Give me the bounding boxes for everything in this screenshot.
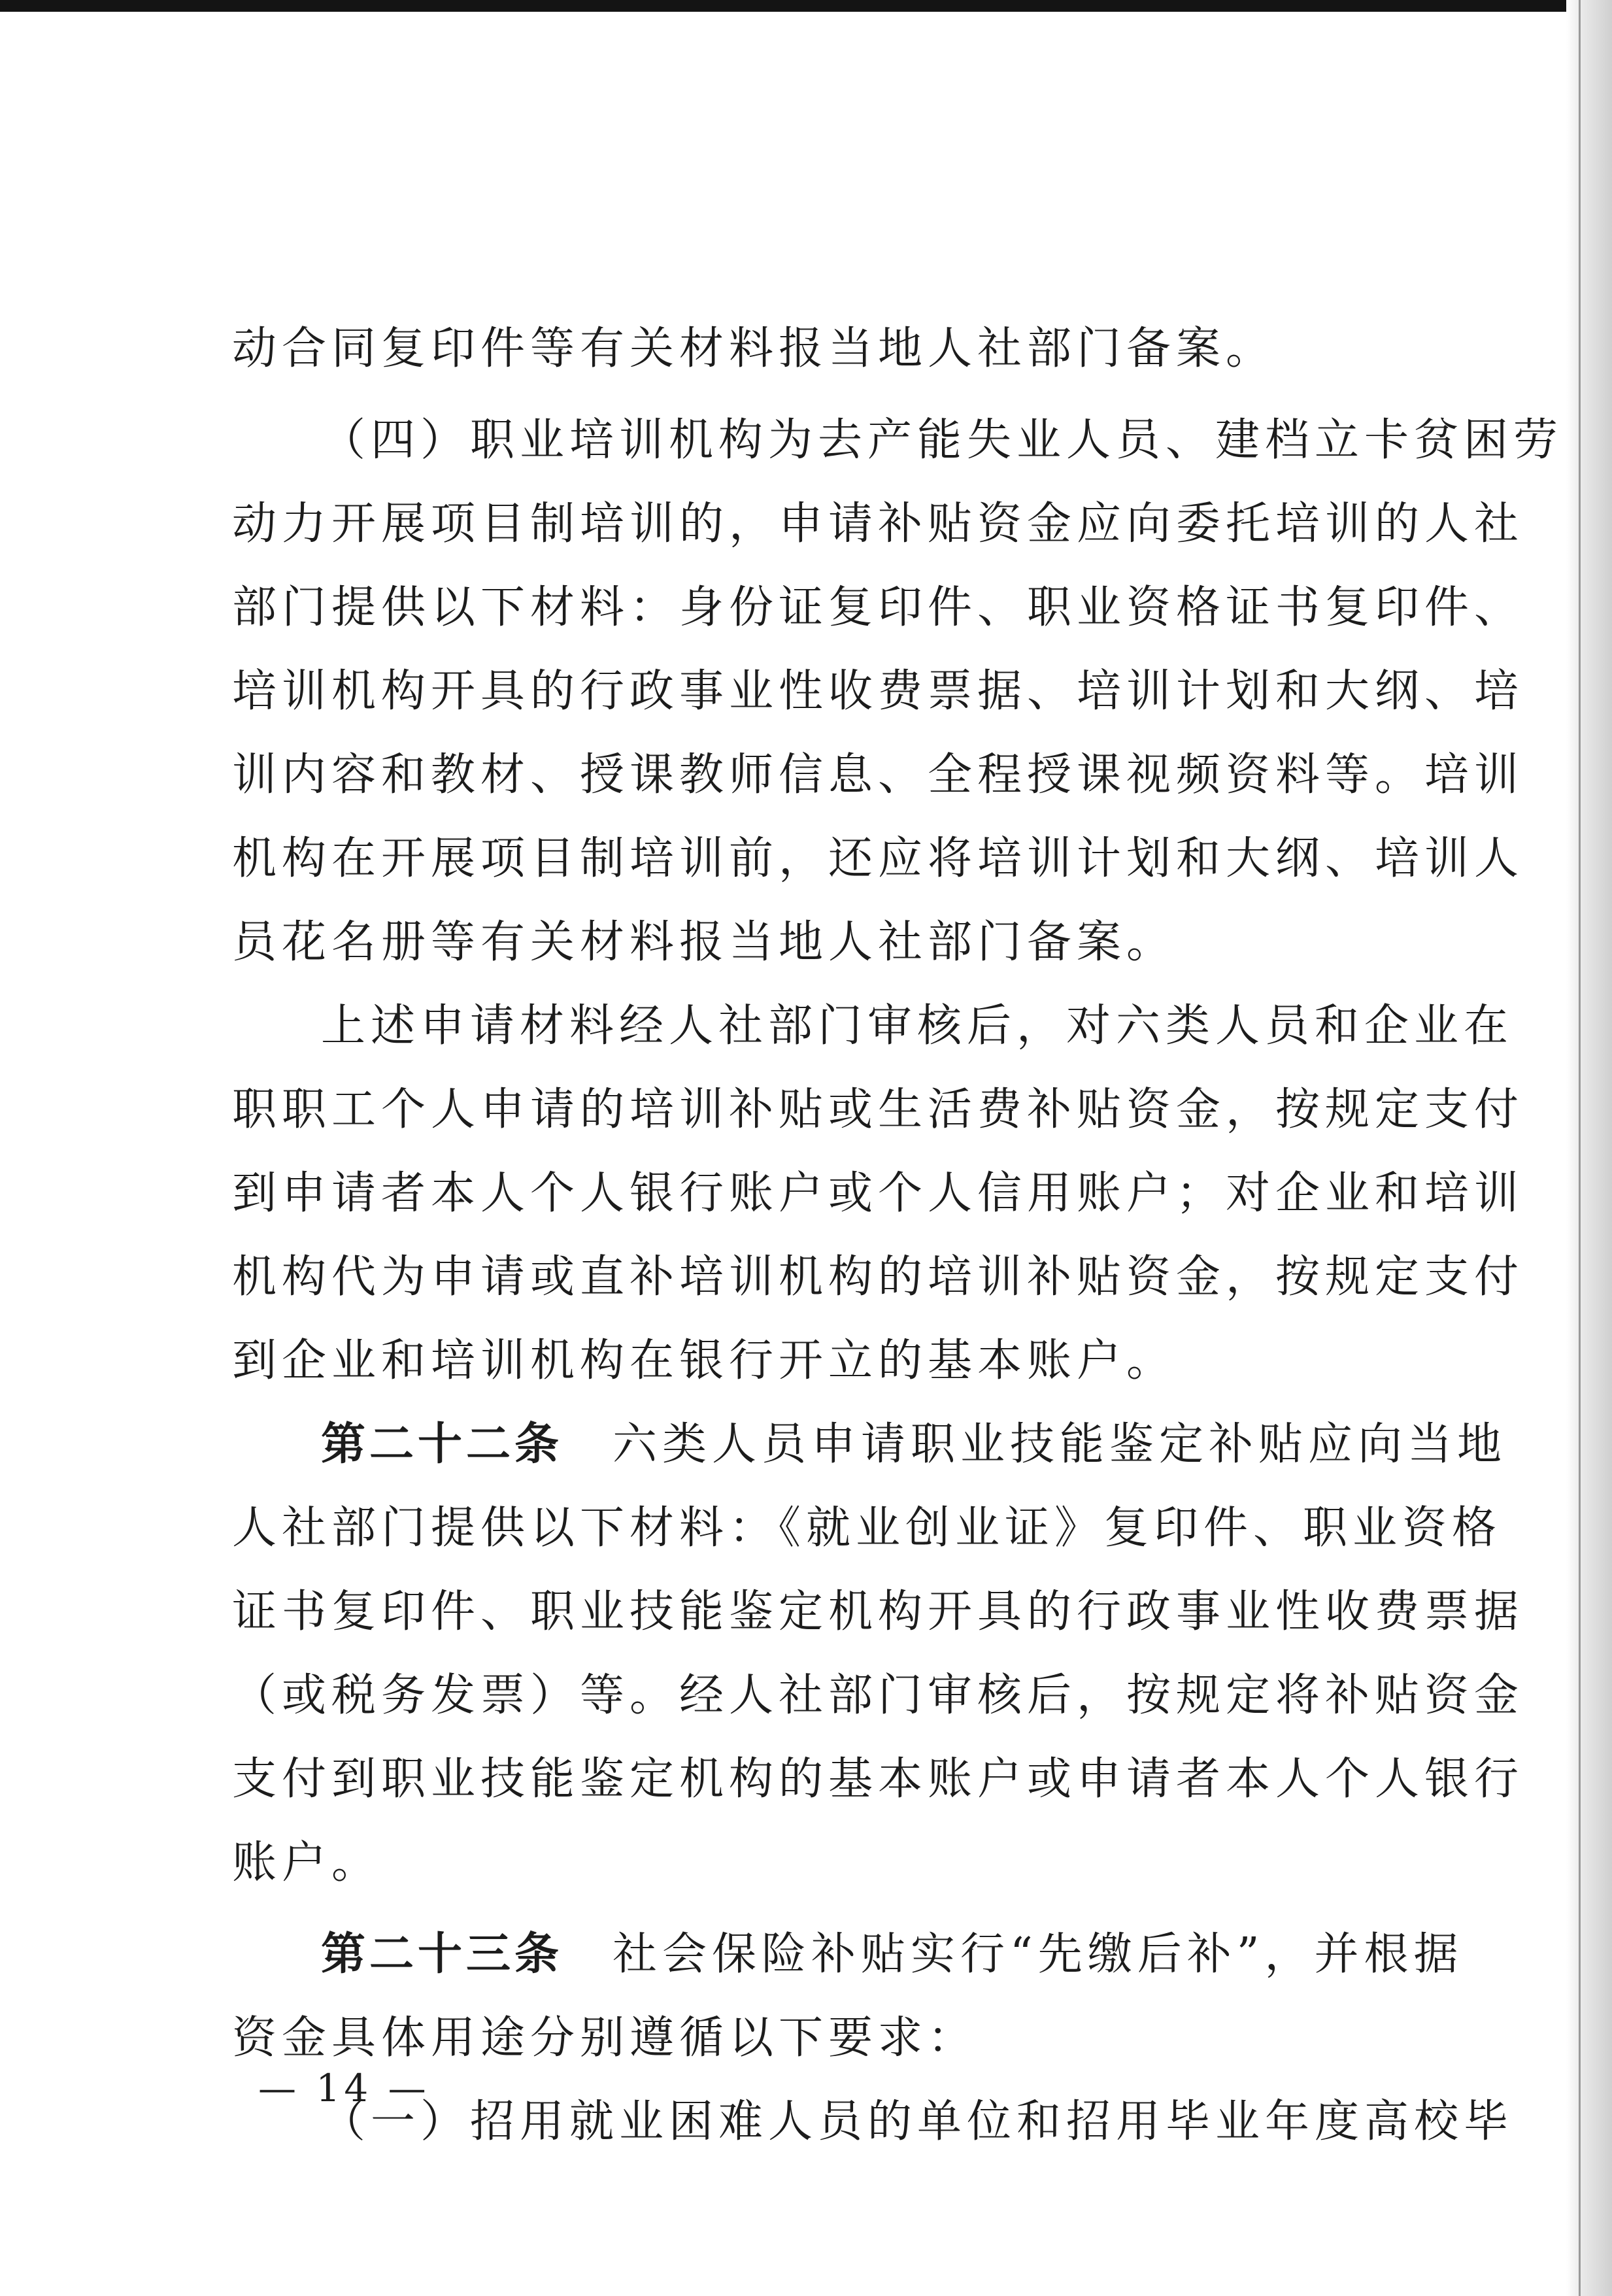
text-line: 动合同复印件等有关材料报当地人社部门备案。 xyxy=(232,323,1276,375)
text-line: 训内容和教材、授课教师信息、全程授课视频资料等。培训 xyxy=(232,749,1524,801)
text-line: 培训机构开具的行政事业性收费票据、培训计划和大纲、培 xyxy=(232,666,1524,717)
text-line: 到申请者本人个人银行账户或个人信用账户；对企业和培训 xyxy=(232,1168,1524,1219)
text-line: （四）职业培训机构为去产能失业人员、建档立卡贫困劳 xyxy=(321,414,1564,466)
text-line: 机构在开展项目制培训前，还应将培训计划和大纲、培训人 xyxy=(232,833,1524,885)
text-line: 机构代为申请或直补培训机构的培训补贴资金，按规定支付 xyxy=(232,1251,1524,1303)
text-line: 支付到职业技能鉴定机构的基本账户或申请者本人个人银行 xyxy=(232,1753,1524,1805)
scan-right-edge xyxy=(1566,0,1612,2296)
article-text: 社会保险补贴实行“先缴后补”，并根据 xyxy=(613,1929,1464,1980)
text-line: 到企业和培训机构在银行开立的基本账户。 xyxy=(232,1335,1177,1387)
article-22 xyxy=(232,1403,1524,1905)
paragraph-item-four xyxy=(232,399,1564,985)
text-line: 职职工个人申请的培训补贴或生活费补贴资金，按规定支付 xyxy=(232,1084,1524,1136)
text-line: （一）招用就业困难人员的单位和招用毕业年度高校毕 xyxy=(321,2096,1514,2148)
paragraph-review-payment xyxy=(232,985,1524,1403)
text-line: 资金具体用途分别遵循以下要求： xyxy=(232,2012,978,2064)
scan-top-edge xyxy=(0,0,1612,12)
text-line: 上述申请材料经人社部门审核后，对六类人员和企业在 xyxy=(321,1000,1514,1052)
text-line: 员花名册等有关材料报当地人社部门备案。 xyxy=(232,917,1177,968)
text-line: 人社部门提供以下材料：《就业创业证》复印件、职业资格 xyxy=(232,1502,1502,1554)
text-line: 证书复印件、职业技能鉴定机构开具的行政事业性收费票据 xyxy=(232,1586,1524,1638)
article-heading: 第二十三条 xyxy=(321,1929,563,1980)
page-number: — 14 — xyxy=(258,2066,430,2110)
paragraph-continuation xyxy=(232,307,1409,391)
text-line: 部门提供以下材料：身份证复印件、职业资格证书复印件、 xyxy=(232,582,1524,633)
document-body xyxy=(232,307,1564,2164)
text-line xyxy=(232,1913,1464,1997)
text-line: 动力开展项目制培训的，申请补贴资金应向委托培训的人社 xyxy=(232,498,1524,550)
article-heading: 第二十二条 xyxy=(321,1419,563,1470)
text-line: 账户。 xyxy=(232,1837,382,1889)
article-text: 六类人员申请职业技能鉴定补贴应向当地 xyxy=(613,1419,1507,1470)
scan-binding-line xyxy=(1579,0,1581,2296)
article-23 xyxy=(232,1913,1464,2080)
text-line: （或税务发票）等。经人社部门审核后，按规定将补贴资金 xyxy=(232,1670,1524,1721)
text-line xyxy=(232,1403,1507,1487)
